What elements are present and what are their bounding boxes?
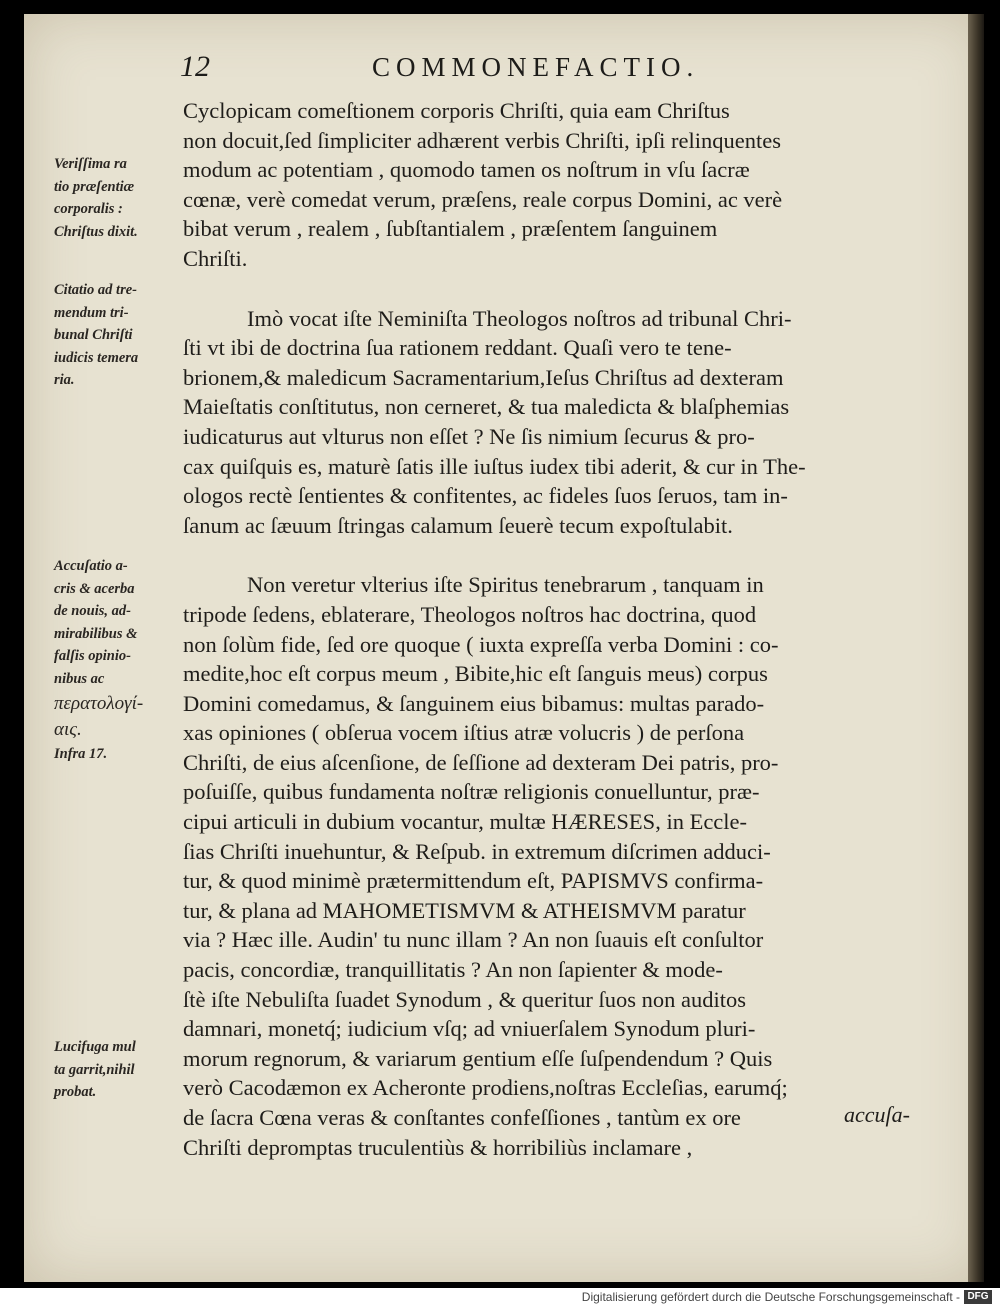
text-line: medite,hoc eſt corpus meum , Bibite,hic eſt ſanguis meus) corpus: [183, 661, 768, 687]
text-line: tur, & quod minimè prætermittendum eſt, PAPISMVS confirma-: [183, 868, 764, 894]
margin-note-line: de nouis, ad-: [54, 603, 131, 619]
margin-note-line: mirabilibus &: [54, 625, 138, 642]
margin-note-2: [54, 279, 189, 392]
page-edge: [968, 14, 984, 1282]
text-line: ſtè iſte Nebuliſta ſuadet Synodum , & queritur ſuos non auditos: [183, 986, 747, 1012]
margin-note-line: Accuſatio a-: [54, 558, 128, 574]
running-head: [180, 50, 880, 90]
text-line: cipui articuli in dubium vocantur, multæ HÆRESES, in Eccle-: [183, 809, 748, 835]
text-line: Maieſtatis conſtitutus, non cerneret, & tua maledicta & blaſphemias: [183, 394, 790, 420]
text-line: brionem,& maledicum Sacramentarium,Ieſus Chriſtus ad dexteram: [183, 364, 784, 390]
margin-note-line: probat.: [54, 1084, 97, 1100]
text-line: ſti vt ibi de doctrina ſua rationem reddant. Quaſi vero te tene-: [183, 335, 732, 361]
paragraph-1: [183, 96, 903, 274]
main-text-block: [183, 96, 903, 1162]
margin-note-line: falſis opinio-: [54, 648, 131, 664]
text-line: xas opiniones ( obſerua vocem iſtius atræ volucris ) de perſona: [183, 720, 745, 746]
margin-note-line: ria.: [54, 372, 75, 388]
text-line: bibat verum , realem , ſubſtantialem , præſentem ſanguinem: [183, 216, 718, 242]
margin-note-line: Infra 17.: [54, 746, 108, 762]
text-line: tur, & plana ad MAHOMETISMVM & ATHEISMVM paratur: [183, 897, 746, 923]
text-line: cax quiſquis es, maturè ſatis ille iuſtus iudex tibi aderit, & cur in The-: [183, 453, 806, 479]
page-number: 12: [180, 50, 210, 83]
margin-note-1: [54, 153, 189, 243]
margin-note-line: corporalis :: [54, 201, 123, 217]
paragraph-2: [183, 304, 903, 541]
running-title: COMMONEFACTIO.: [372, 52, 700, 82]
margin-note-line: ta garrit,nihil: [54, 1061, 135, 1078]
margin-note-line: Citatio ad tre-: [54, 282, 137, 298]
text-line: iudicaturus aut vlturus non eſſet ? Ne ſis nimium ſecurus & pro-: [183, 423, 755, 449]
text-line: ſanum ac ſæuum ſtringas calamum ſeuerè tecum expoſtulabit.: [183, 512, 733, 538]
text-line: verò Cacodæmon ex Acheronte prodiens,noſtras Eccleſias, earumq́;: [183, 1075, 788, 1101]
text-line: non ſolùm fide, ſed ore quoque ( iuxta expreſſa verba Domini : co-: [183, 631, 779, 657]
text-line: Imò vocat iſte Neminiſta Theologos noſtros ad tribunal Chri-: [247, 305, 792, 331]
text-line: Chriſti, de eius aſcenſione, de ſeſſione ad dexteram Dei patris, pro-: [183, 749, 779, 775]
text-line: Domini comedamus, & ſanguinem eius bibamus: multas parado-: [183, 690, 765, 716]
footer-bar: [0, 1288, 1000, 1307]
text-line: ſias Chriſti inuehuntur, & Reſpub. in extremum diſcrimen adduci-: [183, 838, 771, 864]
margin-note-4: [54, 1036, 189, 1104]
text-line: Cyclopicam comeſtionem corporis Chriſti, quia eam Chriſtus: [183, 98, 730, 123]
margin-note-line: nibus ac: [54, 670, 105, 687]
margin-note-line: Veriſſima ra: [54, 156, 127, 172]
text-line: poſuiſſe, quibus fundamenta noſtræ religionis conuelluntur, præ-: [183, 779, 760, 805]
text-line: cœnæ, verè comedat verum, præſens, reale corpus Domini, ac verè: [183, 186, 783, 212]
margin-note-line: bunal Chriſti: [54, 327, 133, 343]
text-line: via ? Hæc ille. Audin' tu nunc illam ? An non ſuauis eſt conſultor: [183, 927, 764, 953]
funding-notice: Digitalisierung gefördert durch die Deutsche Forschungsgemeinschaft -: [581, 1290, 960, 1304]
text-line: de ſacra Cœna veras & conſtantes confeſſiones , tantùm ex ore: [183, 1105, 741, 1130]
margin-note-line: cris & acerba: [54, 580, 135, 597]
text-line: Non veretur vlterius iſte Spiritus tenebrarum , tanquam in: [247, 572, 764, 598]
text-line: Chriſti.: [183, 245, 248, 271]
margin-note-line: iudicis temera: [54, 349, 139, 366]
text-line: modum ac potentiam , quomodo tamen os noſtrum in vſu ſacræ: [183, 157, 750, 183]
text-line: ologos rectè ſentientes & confitentes, ac fideles ſuos ſeruos, tam in-: [183, 483, 788, 509]
dfg-logo-icon: DFG: [964, 1290, 992, 1304]
margin-note-3: [54, 555, 189, 766]
text-line: Chriſti depromptas truculentiùs & horribiliùs inclamare ,: [183, 1134, 693, 1160]
margin-note-line: Chriſtus dixit.: [54, 223, 138, 240]
text-line: tripode ſedens, eblaterare, Theologos noſtros hac doctrina, quod: [183, 601, 757, 627]
margin-note-line: Lucifuga mul: [54, 1039, 136, 1055]
catchword: accuſa-: [844, 1102, 910, 1127]
margin-note-line-greek: περατολογί-: [54, 693, 144, 714]
text-line: morum regnorum, & variarum gentium eſſe ſuſpendendum ? Quis: [183, 1045, 773, 1071]
text-line: pacis, concordiæ, tranquillitatis ? An non ſapienter & mode-: [183, 957, 723, 983]
text-line: non docuit,ſed ſimpliciter adhærent verbis Chriſti, ipſi relinquentes: [183, 127, 782, 153]
paragraph-3: [183, 570, 903, 1162]
margin-note-line-greek: αις.: [54, 719, 82, 740]
margin-note-line: tio præſentiæ: [54, 178, 135, 195]
margin-note-line: mendum tri-: [54, 304, 129, 321]
text-line: damnari, monetq́; iudicium vſq; ad vniuerſalem Synodum pluri-: [183, 1016, 756, 1042]
